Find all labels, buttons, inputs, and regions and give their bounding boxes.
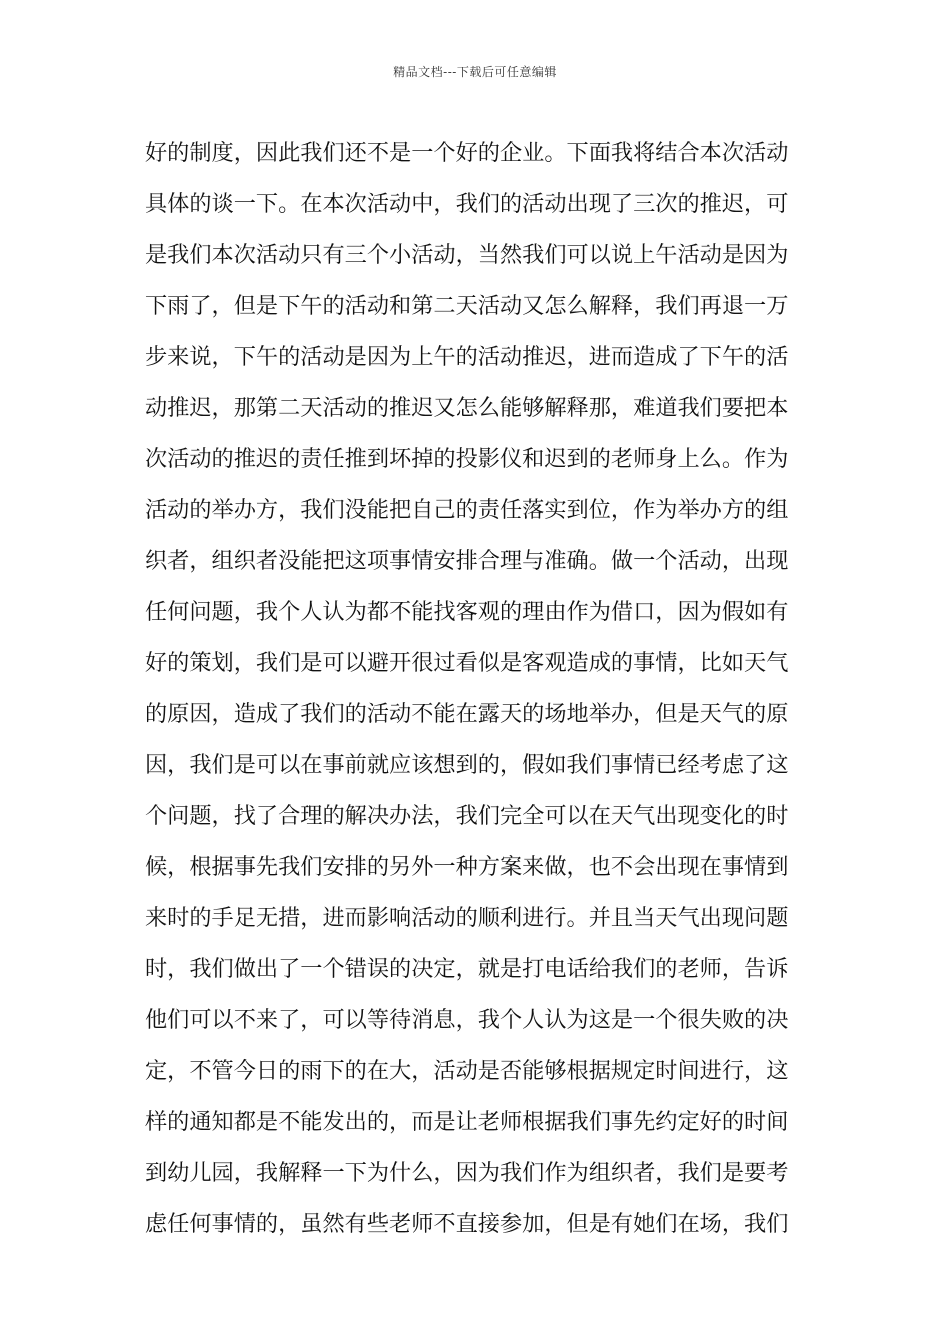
text-line: 的原因，造成了我们的活动不能在露天的场地举办，但是天气的原 (145, 701, 789, 727)
text-line: 次活动的推迟的责任推到坏掉的投影仪和迟到的老师身上么。作为 (145, 446, 789, 472)
text-line: 具体的谈一下。在本次活动中，我们的活动出现了三次的推迟，可 (145, 191, 789, 217)
text-line: 时，我们做出了一个错误的决定，就是打电话给我们的老师，告诉 (145, 956, 789, 982)
text-line: 个问题，找了合理的解决办法，我们完全可以在天气出现变化的时 (145, 803, 789, 829)
text-line: 下雨了，但是下午的活动和第二天活动又怎么解释，我们再退一万 (145, 293, 789, 319)
text-line: 样的通知都是不能发出的，而是让老师根据我们事先约定好的时间 (145, 1109, 789, 1135)
text-line: 因，我们是可以在事前就应该想到的，假如我们事情已经考虑了这 (145, 752, 789, 778)
text-line: 任何问题，我个人认为都不能找客观的理由作为借口，因为假如有 (145, 599, 789, 625)
text-line: 织者，组织者没能把这项事情安排合理与准确。做一个活动，出现 (145, 548, 789, 574)
document-body (145, 128, 807, 1250)
page-header: 精品文档---下载后可任意编辑 (393, 65, 557, 79)
text-line: 到幼儿园，我解释一下为什么，因为我们作为组织者，我们是要考 (145, 1160, 789, 1186)
text-line: 步来说，下午的活动是因为上午的活动推迟，进而造成了下午的活 (145, 344, 789, 370)
text-line: 虑任何事情的，虽然有些老师不直接参加，但是有她们在场，我们 (145, 1211, 789, 1237)
text-line: 好的制度，因此我们还不是一个好的企业。下面我将结合本次活动 (145, 140, 789, 166)
text-line: 动推迟，那第二天活动的推迟又怎么能够解释那，难道我们要把本 (145, 395, 789, 421)
text-line: 他们可以不来了，可以等待消息，我个人认为这是一个很失败的决 (145, 1007, 789, 1033)
text-line: 是我们本次活动只有三个小活动，当然我们可以说上午活动是因为 (145, 242, 789, 268)
text-line: 定，不管今日的雨下的在大，活动是否能够根据规定时间进行，这 (145, 1058, 789, 1084)
text-line: 活动的举办方，我们没能把自己的责任落实到位，作为举办方的组 (145, 497, 789, 523)
text-line: 好的策划，我们是可以避开很过看似是客观造成的事情，比如天气 (145, 650, 789, 676)
text-line: 候，根据事先我们安排的另外一种方案来做，也不会出现在事情到 (145, 854, 789, 880)
text-line: 来时的手足无措，进而影响活动的顺利进行。并且当天气出现问题 (145, 905, 789, 931)
